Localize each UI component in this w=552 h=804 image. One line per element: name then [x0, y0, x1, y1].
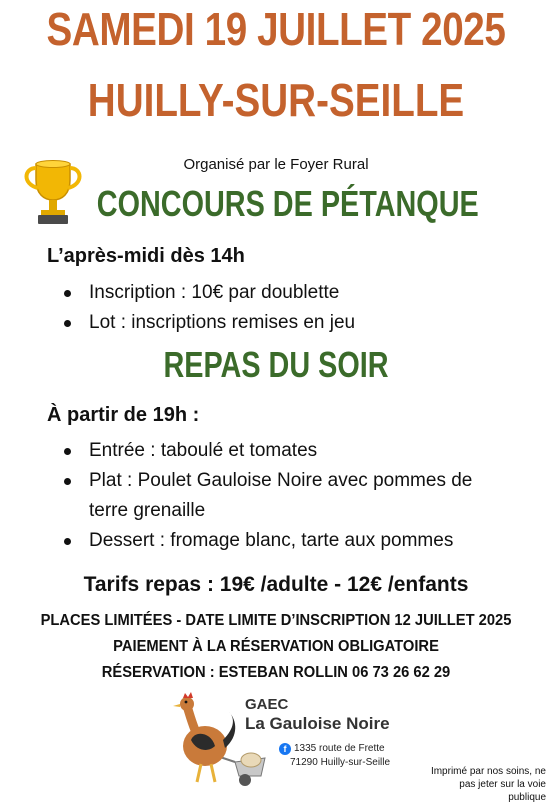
list-item: Lot : inscriptions remises en jeu [64, 308, 355, 338]
reservation-contact: RÉSERVATION : ESTEBAN ROLLIN 06 73 26 62 29 [101, 664, 451, 681]
sponsor-address-line2: 71290 Huilly-sur-Seille [290, 757, 391, 768]
repas-title: REPAS DU SOIR [163, 344, 389, 385]
menu-list [64, 436, 472, 556]
sponsor-gaec: GAEC [245, 696, 289, 713]
organizer-line: Organisé par le Foyer Rural [183, 156, 369, 173]
list-item: Plat : Poulet Gauloise Noire avec pommes de [64, 466, 472, 496]
petanque-title: CONCOURS DE PÉTANQUE [96, 183, 479, 224]
list-item: Dessert : fromage blanc, tarte aux pommes [64, 526, 472, 556]
facebook-icon: f [279, 743, 291, 755]
sponsor-name: La Gauloise Noire [245, 714, 390, 733]
list-item: Inscription : 10€ par doublette [64, 278, 355, 308]
event-town: HUILLY-SUR-SEILLE [87, 74, 465, 126]
petanque-time: L’après-midi dès 14h [47, 245, 245, 267]
list-item-continuation-text: terre grenaille [89, 500, 206, 521]
limited-places-notice: PLACES LIMITÉES - DATE LIMITE D’INSCRIPTION 12 JUILLET 2025 [40, 612, 512, 629]
list-item-continuation [64, 496, 472, 526]
petanque-list [64, 278, 355, 338]
event-date: SAMEDI 19 JUILLET 2025 [46, 3, 506, 55]
print-notice: Imprimé par nos soins, ne pas jeter sur la voie publique [430, 766, 546, 803]
repas-time: À partir de 19h : [47, 404, 200, 426]
trophy-icon [18, 158, 88, 226]
payment-notice: PAIEMENT À LA RÉSERVATION OBLIGATOIRE [113, 638, 439, 655]
meal-prices: Tarifs repas : 19€ /adulte - 12€ /enfants [83, 573, 469, 596]
list-item: Entrée : taboulé et tomates [64, 436, 472, 466]
sponsor-address-line1: 1335 route de Frette [294, 743, 385, 754]
